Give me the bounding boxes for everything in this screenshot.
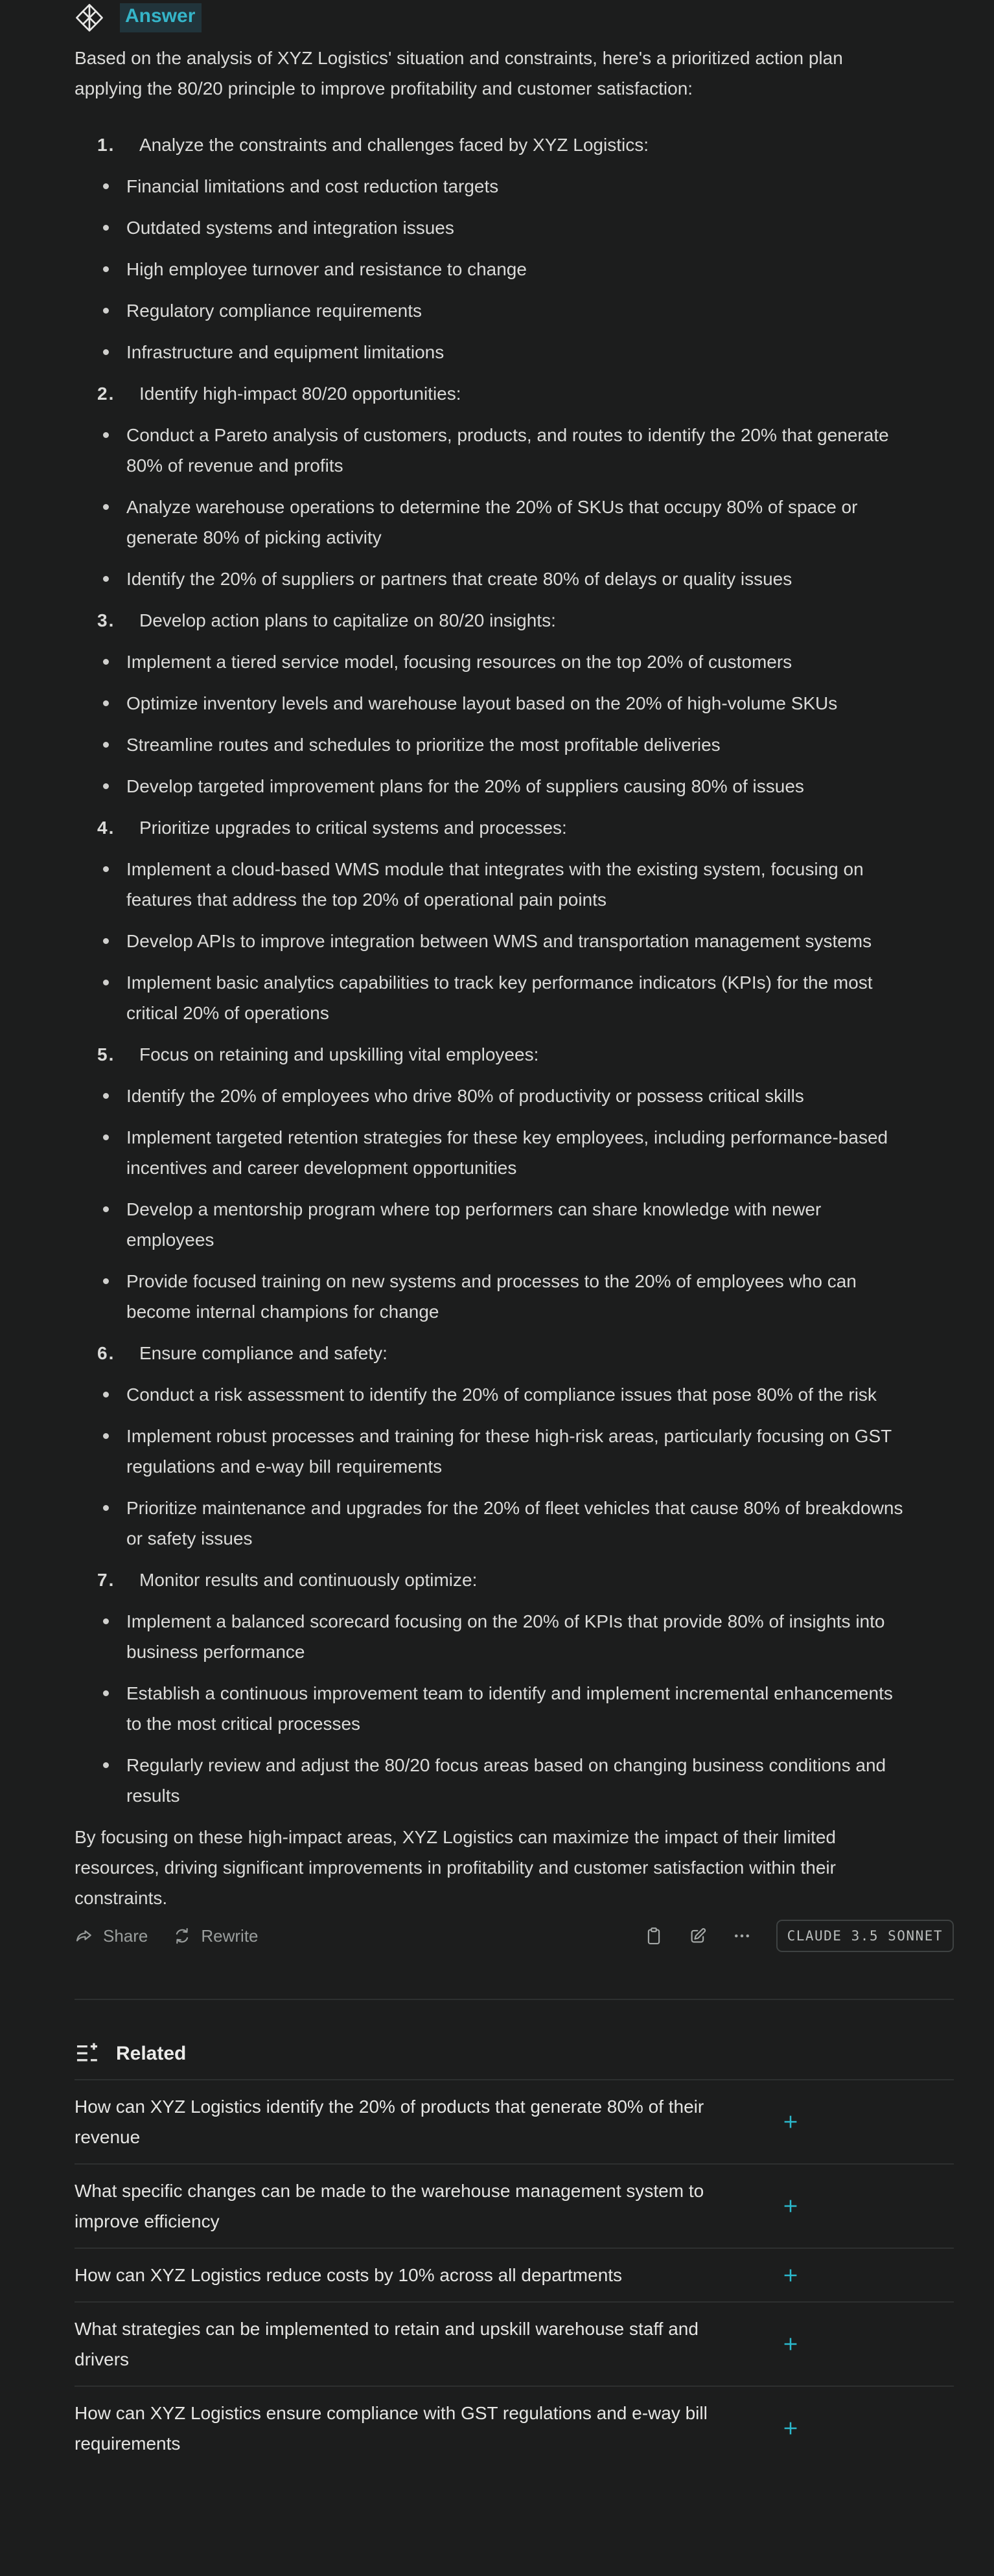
add-question-button[interactable] — [781, 2196, 800, 2216]
numbered-section-title — [75, 378, 954, 409]
answer-outro-paragraph: By focusing on these high-impact areas, XYZ Logistics can maximize the impact of their limited resources, driving significant improvements in profitability and customer satisfaction within their constraints. — [75, 1827, 836, 1908]
bullet-item: Establish a continuous improvement team to identify and implement incremental enhancements to the most critical processes — [75, 1678, 954, 1739]
bullet-item: Implement targeted retention strategies for these key employees, including performance-based incentives and career development opportunities — [75, 1122, 954, 1183]
answer-header — [75, 0, 954, 34]
share-button[interactable] — [75, 1926, 148, 1946]
add-question-button[interactable] — [781, 2112, 800, 2132]
bullet-item: Conduct a risk assessment to identify the 20% of compliance issues that pose 80% of the risk — [75, 1379, 954, 1410]
bullet-item: Identify the 20% of suppliers or partners that create 80% of delays or quality issues — [75, 564, 954, 594]
bullet-item: Implement a tiered service model, focusing resources on the top 20% of customers — [75, 647, 954, 677]
numbered-section-title — [75, 812, 954, 843]
rewrite-icon — [172, 1926, 192, 1946]
bullet-item: Regularly review and adjust the 80/20 focus areas based on changing business conditions and results — [75, 1750, 954, 1811]
answer-intro-paragraph: Based on the analysis of XYZ Logistics' situation and constraints, here's a prioritized action plan applying the 80/20 principle to improve profitability and customer satisfaction: — [75, 48, 843, 98]
section-title-text: Identify high-impact 80/20 opportunities: — [139, 384, 461, 404]
add-question-button[interactable] — [781, 2266, 800, 2285]
edit-icon — [688, 1926, 708, 1946]
related-question-row[interactable] — [75, 2079, 954, 2163]
section-number: 6. — [97, 1343, 115, 1363]
related-title: Related — [116, 2043, 187, 2064]
section-title-text: Focus on retaining and upskilling vital employees: — [139, 1044, 539, 1064]
numbered-section-title — [75, 1338, 954, 1368]
section-number: 3. — [97, 610, 115, 630]
bullet-item: Implement basic analytics capabilities to track key performance indicators (KPIs) for the most critical 20% of operations — [75, 967, 954, 1028]
related-question-row[interactable] — [75, 2386, 954, 2470]
perplexity-answer-icon — [75, 3, 104, 32]
numbered-section-title — [75, 605, 954, 636]
bullet-item: Develop a mentorship program where top performers can share knowledge with newer employees — [75, 1194, 954, 1255]
plus-icon — [781, 2266, 800, 2285]
plus-icon — [781, 2334, 800, 2354]
related-question-text[interactable]: What specific changes can be made to the warehouse management system to improve efficiency — [75, 2181, 704, 2231]
bullet-list — [75, 1379, 954, 1554]
bullet-item: Implement robust processes and training for these high-risk areas, particularly focusing on GST regulations and e-way bill requirements — [75, 1421, 954, 1482]
answer-action-bar — [75, 1917, 954, 1955]
bullet-item: Financial limitations and cost reduction targets — [75, 171, 954, 201]
section-number: 5. — [97, 1044, 115, 1064]
bullet-item: Develop APIs to improve integration between WMS and transportation management systems — [75, 926, 954, 956]
related-header — [75, 2041, 954, 2066]
bullet-item: Implement a cloud-based WMS module that integrates with the existing system, focusing on features that address the top 20% of operational pain points — [75, 854, 954, 915]
copy-button[interactable] — [644, 1926, 664, 1946]
related-question-text[interactable]: How can XYZ Logistics identify the 20% of products that generate 80% of their revenue — [75, 2097, 704, 2147]
bullet-item: Optimize inventory levels and warehouse layout based on the 20% of high-volume SKUs — [75, 688, 954, 719]
related-question-row[interactable] — [75, 2301, 954, 2386]
section-title-text: Develop action plans to capitalize on 80/20 insights: — [139, 610, 556, 630]
answer-section-title: Answer — [120, 3, 202, 32]
related-question-text[interactable]: What strategies can be implemented to retain and upskill warehouse staff and drivers — [75, 2319, 699, 2369]
bullet-list — [75, 1606, 954, 1811]
rewrite-button[interactable] — [172, 1926, 258, 1946]
ellipsis-icon — [732, 1926, 752, 1946]
action-bar-right-cluster — [644, 1920, 954, 1952]
section-number: 4. — [97, 818, 115, 838]
bullet-item: Infrastructure and equipment limitations — [75, 337, 954, 367]
bullet-item: Provide focused training on new systems and processes to the 20% of employees who can become internal champions for change — [75, 1266, 954, 1327]
numbered-section-title — [75, 1039, 954, 1070]
bullet-list — [75, 647, 954, 801]
more-options-button[interactable] — [732, 1926, 752, 1946]
related-question-text[interactable]: How can XYZ Logistics ensure compliance with GST regulations and e-way bill requirements — [75, 2403, 708, 2454]
plus-icon — [781, 2196, 800, 2216]
related-question-row[interactable] — [75, 2163, 954, 2248]
related-list-plus-icon — [75, 2041, 99, 2066]
related-question-row[interactable] — [75, 2248, 954, 2301]
bullet-item: Identify the 20% of employees who drive 80% of productivity or possess critical skills — [75, 1081, 954, 1111]
rewrite-label: Rewrite — [201, 1926, 259, 1946]
numbered-section-title — [75, 1565, 954, 1595]
bullet-item: Streamline routes and schedules to prioritize the most profitable deliveries — [75, 730, 954, 760]
section-title-text: Ensure compliance and safety: — [139, 1343, 387, 1363]
section-number: 2. — [97, 384, 115, 404]
clipboard-icon — [644, 1926, 664, 1946]
bullet-item: Analyze warehouse operations to determine the 20% of SKUs that occupy 80% of space or generate 80% of picking activity — [75, 492, 954, 553]
section-title-text: Analyze the constraints and challenges faced by XYZ Logistics: — [139, 135, 649, 155]
bullet-item: High employee turnover and resistance to change — [75, 254, 954, 284]
plus-icon — [781, 2112, 800, 2132]
edit-button[interactable] — [688, 1926, 708, 1946]
bullet-item: Outdated systems and integration issues — [75, 213, 954, 243]
section-title-text: Monitor results and continuously optimize: — [139, 1570, 478, 1590]
related-question-text[interactable]: How can XYZ Logistics reduce costs by 10% across all departments — [75, 2265, 623, 2285]
numbered-section-title — [75, 130, 954, 160]
share-icon — [75, 1926, 94, 1946]
bullet-item: Implement a balanced scorecard focusing on the 20% of KPIs that provide 80% of insights into business performance — [75, 1606, 954, 1667]
bullet-item: Prioritize maintenance and upgrades for the 20% of fleet vehicles that cause 80% of breakdowns or safety issues — [75, 1493, 954, 1554]
bullet-item: Develop targeted improvement plans for the 20% of suppliers causing 80% of issues — [75, 771, 954, 801]
section-number: 1. — [97, 135, 115, 155]
share-label: Share — [103, 1926, 148, 1946]
add-question-button[interactable] — [781, 2419, 800, 2438]
add-question-button[interactable] — [781, 2334, 800, 2354]
bullet-item: Conduct a Pareto analysis of customers, products, and routes to identify the 20% that generate 80% of revenue and profits — [75, 420, 954, 481]
bullet-list — [75, 854, 954, 1028]
bullet-list — [75, 1081, 954, 1327]
plus-icon — [781, 2419, 800, 2438]
section-number: 7. — [97, 1570, 115, 1590]
model-badge[interactable]: CLAUDE 3.5 SONNET — [776, 1920, 954, 1952]
related-list — [75, 2079, 954, 2470]
section-title-text: Prioritize upgrades to critical systems and processes: — [139, 818, 567, 838]
bullet-list — [75, 171, 954, 367]
section-divider — [75, 1999, 954, 2000]
bullet-item: Regulatory compliance requirements — [75, 295, 954, 326]
bullet-list — [75, 420, 954, 594]
